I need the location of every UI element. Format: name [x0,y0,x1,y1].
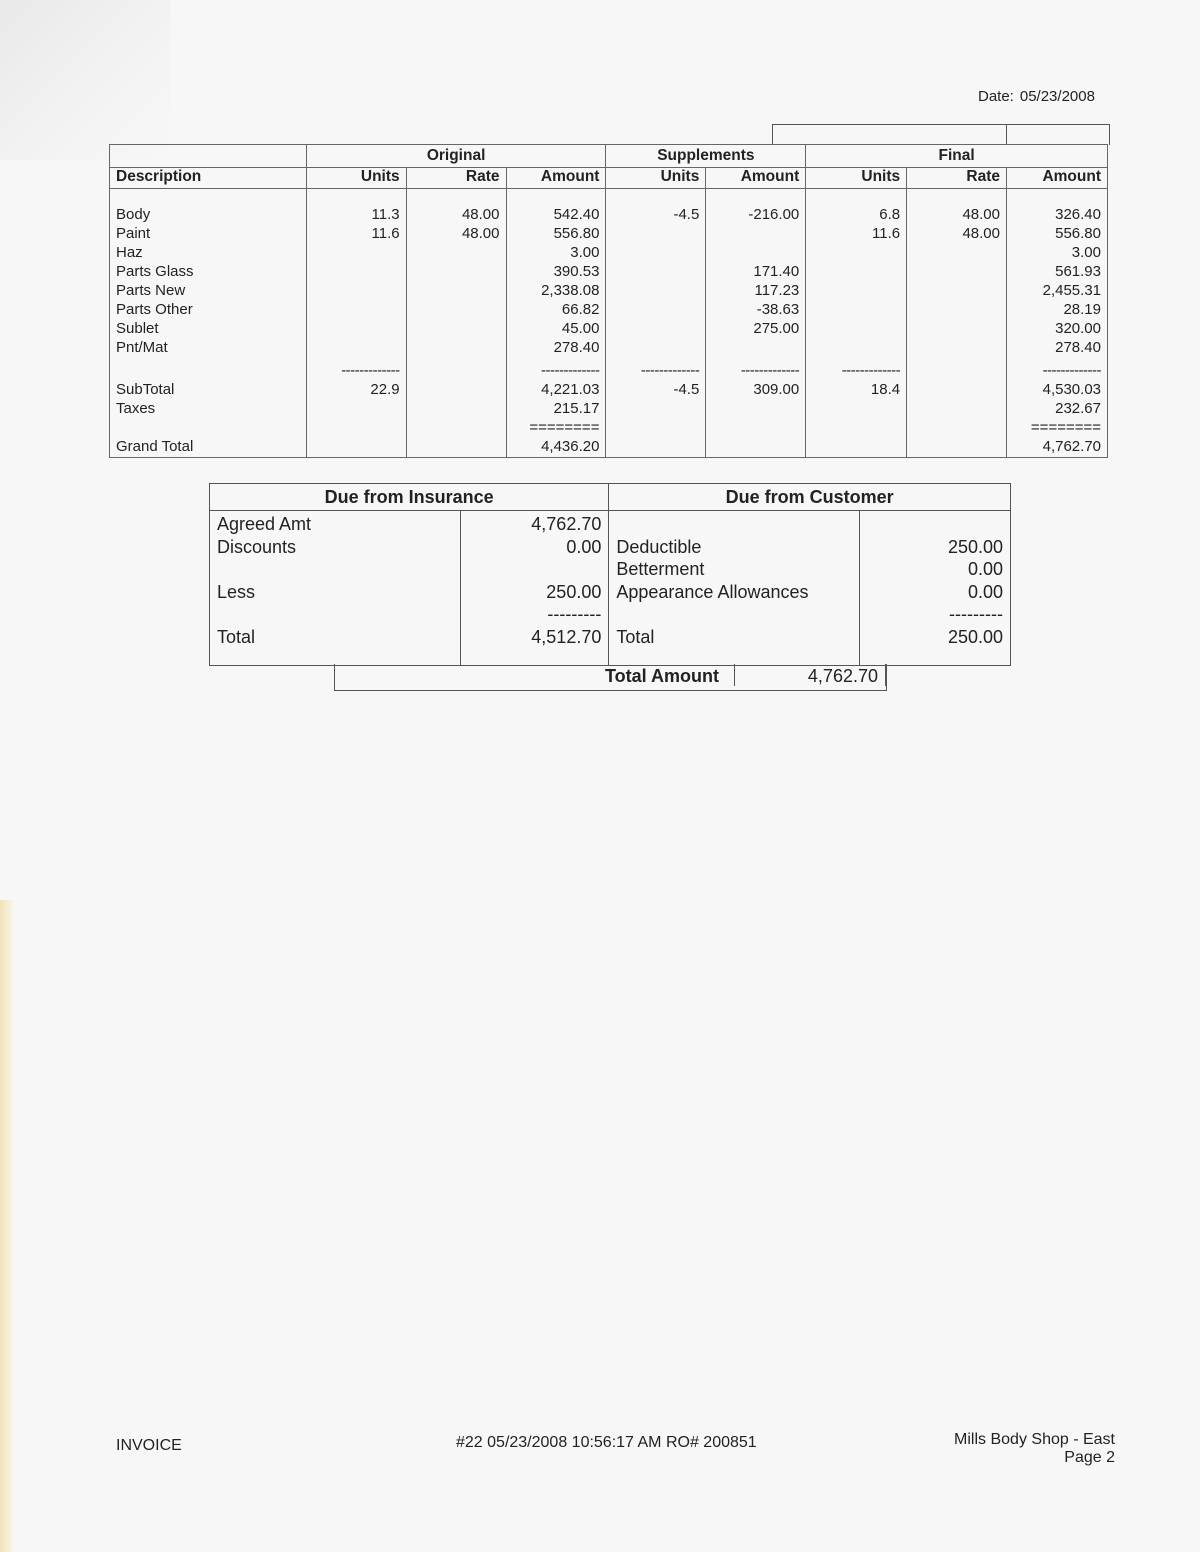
subtotal-orig-amount: 4,221.03 [541,381,600,398]
rule-dashes: ------------- [740,362,800,379]
row-supp-units [612,300,699,319]
customer-values-item [867,513,1003,536]
customer-labels-item: Betterment [616,559,705,579]
row-fin-amount: 556.80 [1055,225,1101,242]
row-fin-rate [913,319,1000,338]
col-orig-units [306,189,406,362]
row-supp-amount [712,243,799,262]
rule-dashes: ------------- [1042,362,1101,379]
row-supp-units [612,262,699,281]
double-rule: ======== [529,419,600,436]
customer-labels-item: Deductible [616,536,702,557]
total-amount-label: Total Amount [605,666,719,686]
col-orig-rate [406,189,506,362]
insurance-labels-item: Agreed Amt [217,514,312,534]
row-orig-units: 11.6 [371,225,400,242]
row-fin-units: 11.6 [872,225,901,242]
date-label: Date: [978,88,1014,105]
row-fin-amount: 561.93 [1055,263,1101,280]
row-orig-units: 11.3 [371,206,400,223]
row-supp-amount: 171.40 [753,263,800,280]
taxes-label: Taxes [116,400,156,417]
footer-doc-type: INVOICE [116,1437,182,1454]
group-supplements: Supplements [606,145,806,168]
insurance-labels [210,511,461,666]
total-amount-value: 4,762.70 [807,666,878,686]
header-stub-box [772,124,1110,145]
insurance-labels-item: Discounts [217,536,297,557]
due-table [209,483,1011,666]
row-supp-amount [712,338,799,357]
row-description: Parts New [116,282,186,299]
footer-page-number: Page 2 [1064,1449,1115,1466]
col-supp-units [606,189,706,362]
row-supp-units [612,224,699,243]
due-from-customer-header: Due from Customer [609,484,1011,511]
header-fin-rate: Rate [907,168,1007,189]
row-supp-amount: -216.00 [748,206,800,223]
subtotal-supp-units: -4.5 [673,381,700,398]
paper-edge-stain [0,900,14,1552]
insurance-labels-item: Less [217,581,256,602]
col-fin-units [806,189,907,362]
subtotal-fin-amount: 4,530.03 [1042,381,1101,398]
row-description: Sublet [116,320,159,337]
row-orig-units [313,319,400,338]
row-fin-rate [913,281,1000,300]
invoice-date [978,88,1095,105]
customer-values-item: --------- [949,604,1003,624]
customer-labels-item: Appearance Allowances [616,581,809,602]
row-orig-amount: 3.00 [570,244,600,261]
row-supp-amount: 275.00 [753,320,800,337]
customer-labels [609,511,860,666]
col-fin-rate [907,189,1007,362]
row-description: Parts Other [116,301,193,318]
row-orig-units [313,243,400,262]
row-supp-amount [712,224,799,243]
row-orig-rate: 48.00 [461,225,500,242]
summary-supp-amount [706,361,806,458]
insurance-labels-item [217,558,453,581]
blank-group-cell [110,145,307,168]
header-description: Description [110,168,307,189]
row-fin-amount: 28.19 [1063,301,1101,318]
rule-dashes: ------------- [640,362,700,379]
estimate-table [109,144,1108,458]
col-orig-amount [506,189,606,362]
row-orig-amount: 2,338.08 [541,282,600,299]
date-value: 05/23/2008 [1019,88,1095,105]
row-supp-amount: 117.23 [754,282,800,299]
customer-values [860,511,1011,666]
row-fin-amount: 3.00 [1071,244,1101,261]
subtotal-orig-units: 22.9 [370,381,400,398]
row-fin-amount: 326.40 [1055,206,1101,223]
row-fin-units [812,243,900,262]
row-orig-rate [413,319,500,338]
insurance-labels-item [217,603,453,626]
row-orig-rate [413,262,500,281]
taxes-fin-amount: 232.67 [1055,400,1101,417]
customer-values-item: 250.00 [947,536,1003,557]
header-fin-units: Units [806,168,907,189]
grand-total-label: Grand Total [116,438,194,455]
row-fin-units [812,281,900,300]
subtotal-fin-units: 18.4 [870,381,901,398]
customer-values-item: 250.00 [947,626,1003,647]
footer-reference: #22 05/23/2008 10:56:17 AM RO# 200851 [456,1434,757,1451]
row-description: Body [116,206,151,223]
header-orig-amount: Amount [506,168,606,189]
row-fin-rate [913,300,1000,319]
row-orig-rate [413,243,500,262]
rule-dashes: ------------- [541,362,600,379]
col-supp-amount [706,189,806,362]
customer-labels-item [616,513,852,536]
row-orig-amount: 390.53 [553,263,600,280]
row-fin-rate: 48.00 [962,206,1000,223]
insurance-values [460,511,609,666]
header-orig-rate: Rate [406,168,506,189]
customer-values-item: 0.00 [967,559,1003,579]
row-fin-amount: 320.00 [1055,320,1101,337]
summary-fin-units [806,361,907,458]
header-orig-units: Units [306,168,406,189]
row-fin-units [812,262,900,281]
row-fin-rate [913,262,1000,281]
due-from-insurance-header: Due from Insurance [210,484,609,511]
total-amount-bar [334,664,887,691]
grand-total-fin-amount: 4,762.70 [1042,438,1101,455]
row-fin-units [812,300,900,319]
summary-orig-units [306,361,406,458]
insurance-labels-item: Total [217,626,256,647]
footer-shop [954,1431,1115,1467]
header-supp-amount: Amount [706,168,806,189]
insurance-values-item: 0.00 [566,536,602,557]
footer-shop-name: Mills Body Shop - East [954,1431,1115,1448]
row-fin-rate: 48.00 [962,225,1000,242]
row-description: Pnt/Mat [116,339,168,356]
row-supp-units [612,243,699,262]
row-fin-rate [913,243,1000,262]
customer-values-item: 0.00 [967,581,1003,602]
row-orig-amount: 542.40 [553,206,600,223]
double-rule: ======== [1030,419,1101,436]
row-supp-units [612,319,699,338]
insurance-values-item [468,558,602,581]
row-orig-units [313,262,400,281]
row-orig-rate [413,338,500,357]
row-orig-amount: 66.82 [561,301,600,318]
subtotal-label: SubTotal [116,381,175,398]
taxes-orig-amount: 215.17 [553,400,600,417]
row-description: Paint [116,225,151,242]
insurance-values-item: 250.00 [546,581,602,602]
row-orig-units [313,300,400,319]
group-original: Original [306,145,606,168]
row-description: Haz [116,244,143,261]
page-fold-shadow [0,0,170,160]
row-supp-units [612,338,699,357]
row-fin-units [812,319,900,338]
summary-fin-amount [1007,361,1108,458]
row-orig-rate [413,281,500,300]
row-supp-units: -4.5 [673,206,700,223]
row-fin-units [812,338,900,357]
summary-orig-amount [506,361,606,458]
row-orig-amount: 45.00 [561,320,600,337]
row-fin-amount: 2,455.31 [1042,282,1101,299]
row-fin-units: 6.8 [879,206,901,223]
insurance-values-item: --------- [547,604,602,624]
rule-dashes: ------------- [341,362,400,379]
subtotal-supp-amount: 309.00 [753,381,800,398]
row-orig-rate: 48.00 [461,206,500,223]
customer-labels-item: Total [616,626,655,647]
col-description [110,189,307,362]
row-orig-units [313,281,400,300]
insurance-values-item: 4,512.70 [531,626,602,647]
row-description: Parts Glass [116,263,194,280]
header-supp-units: Units [606,168,706,189]
grand-total-orig-amount: 4,436.20 [541,438,600,455]
rule-dashes: ------------- [841,362,901,379]
customer-labels-item [616,603,852,626]
header-fin-amount: Amount [1007,168,1108,189]
row-orig-amount: 278.40 [553,339,600,356]
summary-supp-units [606,361,706,458]
row-orig-units [313,338,400,357]
col-fin-amount [1007,189,1108,362]
row-fin-amount: 278.40 [1055,339,1101,356]
group-final: Final [806,145,1108,168]
row-fin-rate [913,338,1000,357]
insurance-values-item: 4,762.70 [531,514,602,534]
summary-labels [110,361,307,458]
row-supp-amount: -38.63 [756,301,800,318]
row-orig-amount: 556.80 [553,225,600,242]
row-orig-rate [413,300,500,319]
row-supp-units [612,281,699,300]
